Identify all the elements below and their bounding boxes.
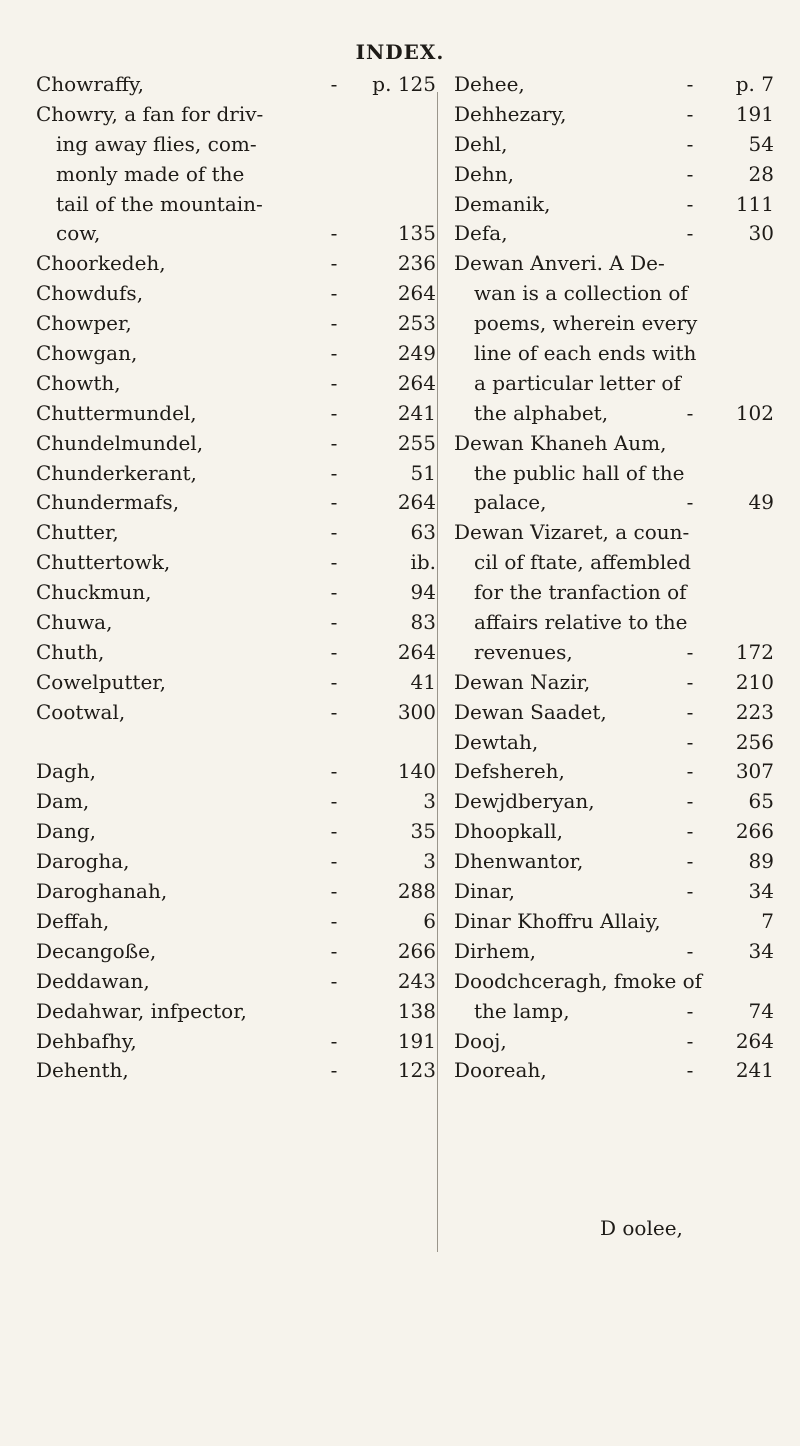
page-number: 264 (397, 281, 436, 306)
leader-dash: - (330, 460, 338, 485)
index-term: Chuttermundel, (36, 400, 197, 425)
page-number: 74 (748, 998, 774, 1023)
page-number: 300 (397, 699, 436, 724)
leader-dash: - (686, 72, 694, 96)
index-term: Dehbafhy, (36, 1028, 137, 1053)
page-number: 266 (735, 819, 774, 844)
index-entry (454, 251, 774, 281)
index-term: Decangoße, (36, 938, 157, 963)
index-term: affairs relative to the (474, 610, 688, 635)
page-number: 49 (748, 490, 774, 515)
index-entry (36, 700, 436, 730)
leader-dash: - (686, 879, 694, 904)
page-number: 138 (397, 998, 436, 1023)
index-term: Dedahwar, infpector, (36, 998, 247, 1023)
leader-dash: - (686, 161, 694, 186)
leader-dash: - (330, 311, 338, 336)
index-entry (36, 162, 436, 192)
leader-dash: - (330, 1058, 338, 1083)
index-entry (454, 939, 774, 969)
index-term: Chuttertowk, (36, 550, 171, 575)
leader-dash: - (330, 610, 338, 635)
index-entry (454, 490, 774, 520)
page-number: 243 (397, 968, 436, 993)
page-number: ib. (410, 550, 436, 575)
index-entry (454, 520, 774, 550)
index-term: Dewtah, (454, 729, 539, 754)
index-term: Dewan Anveri. A De- (454, 251, 665, 276)
page-number: p. 125 (372, 72, 436, 96)
index-entry (454, 461, 774, 491)
index-term: Dinar, (454, 879, 515, 904)
index-term: Dhoopkall, (454, 819, 563, 844)
page-number: 253 (397, 311, 436, 336)
page-number: 223 (735, 699, 774, 724)
index-entry (36, 341, 436, 371)
leader-dash: - (686, 490, 694, 515)
leader-dash: - (330, 1028, 338, 1053)
index-term: Dewan Saadet, (454, 699, 607, 724)
page-number: 102 (735, 400, 774, 425)
index-term: cil of ftate, affembled (474, 550, 691, 575)
index-term: Dewan Vizaret, a coun- (454, 520, 690, 545)
index-entry (454, 759, 774, 789)
index-term: ing away flies, com- (56, 131, 257, 156)
index-term: Dirhem, (454, 938, 537, 963)
index-entry (454, 969, 774, 999)
index-term: Chuckmun, (36, 580, 152, 605)
leader-dash: - (330, 341, 338, 366)
leader-dash: - (686, 759, 694, 784)
page-number: 172 (735, 639, 774, 664)
leader-dash: - (686, 1028, 694, 1053)
leader-dash: - (330, 520, 338, 545)
index-term: wan is a collection of (474, 281, 688, 306)
page-number: 6 (423, 908, 436, 933)
index-entry (36, 520, 436, 550)
index-entry (36, 969, 436, 999)
index-entry (36, 580, 436, 610)
index-term: the public hall of the (474, 460, 685, 485)
page-number: 111 (735, 191, 774, 216)
leader-dash: - (330, 968, 338, 993)
page-number: p. 7 (735, 72, 774, 96)
page-number: 241 (735, 1058, 774, 1083)
index-term: Deffah, (36, 908, 110, 933)
page-number: 7 (761, 908, 774, 933)
page-number: 54 (748, 131, 774, 156)
leader-dash: - (686, 669, 694, 694)
page-number: 249 (397, 341, 436, 366)
index-term: Dagh, (36, 759, 96, 784)
page-number: 288 (397, 879, 436, 904)
page-number: 191 (397, 1028, 436, 1053)
index-entry (36, 281, 436, 311)
page-number: 140 (397, 759, 436, 784)
page-number: 83 (410, 610, 436, 635)
page-number: 236 (397, 251, 436, 276)
index-entry (454, 789, 774, 819)
page-number: 65 (748, 789, 774, 814)
index-entry (36, 849, 436, 879)
page-number: 123 (397, 1058, 436, 1083)
leader-dash: - (686, 998, 694, 1023)
index-entry (454, 221, 774, 251)
index-entry (36, 490, 436, 520)
index-entry (36, 371, 436, 401)
leader-dash: - (686, 221, 694, 246)
index-entry (454, 192, 774, 222)
index-entry (36, 431, 436, 461)
index-term: Daroghanah, (36, 879, 168, 904)
page-number: 63 (410, 520, 436, 545)
leader-dash: - (330, 251, 338, 276)
page-number: 307 (735, 759, 774, 784)
page-number: 41 (410, 669, 436, 694)
page-number: 264 (397, 370, 436, 395)
index-entry (36, 999, 436, 1029)
index-term: Dewan Nazir, (454, 669, 591, 694)
index-term: Dehenth, (36, 1058, 129, 1083)
page-number: 89 (748, 849, 774, 874)
index-term: the alphabet, (474, 400, 609, 425)
index-term: a particular letter of (474, 370, 681, 395)
index-term: for the tranfaction of (474, 580, 687, 605)
page-number: 34 (748, 938, 774, 963)
index-entry (454, 819, 774, 849)
index-term: Dehee, (454, 72, 525, 96)
page-number: 266 (397, 938, 436, 963)
index-entry (454, 132, 774, 162)
index-entry (36, 909, 436, 939)
index-term: Dam, (36, 789, 90, 814)
index-entry (454, 431, 774, 461)
index-entry (36, 939, 436, 969)
index-entry (36, 401, 436, 431)
leader-dash: - (330, 639, 338, 664)
index-term: poems, wherein every (474, 311, 698, 336)
index-term: revenues, (474, 639, 573, 664)
page-number: 241 (397, 400, 436, 425)
leader-dash: - (686, 400, 694, 425)
leader-dash: - (330, 879, 338, 904)
index-term: Deddawan, (36, 968, 150, 993)
index-term: Dewjdberyan, (454, 789, 595, 814)
index-term: Choorkedeh, (36, 251, 166, 276)
page-number: 35 (410, 819, 436, 844)
index-entry (36, 311, 436, 341)
index-entry (454, 341, 774, 371)
index-entry (454, 401, 774, 431)
index-term: monly made of the (56, 161, 245, 186)
index-term: Demanik, (454, 191, 551, 216)
leader-dash: - (330, 759, 338, 784)
leader-dash: - (330, 908, 338, 933)
leader-dash: - (330, 669, 338, 694)
index-entry (36, 640, 436, 670)
index-entry (36, 1058, 436, 1088)
index-entry (454, 999, 774, 1029)
leader-dash: - (330, 699, 338, 724)
page-number: 34 (748, 879, 774, 904)
index-term: Chunderkerant, (36, 460, 197, 485)
index-entry (454, 730, 774, 760)
index-term: tail of the mountain- (56, 191, 263, 216)
index-term: Chowper, (36, 311, 132, 336)
index-entry (454, 281, 774, 311)
index-term: Dooj, (454, 1028, 507, 1053)
index-entry (454, 371, 774, 401)
index-entry (454, 879, 774, 909)
page-number: 3 (423, 789, 436, 814)
index-term: Chundelmundel, (36, 430, 204, 455)
index-column-left (36, 72, 436, 1088)
index-entry (454, 700, 774, 730)
index-term: Chowdufs, (36, 281, 144, 306)
index-term: Doodchceragh, fmoke of (454, 968, 703, 993)
index-entry (454, 849, 774, 879)
index-entry (36, 730, 436, 760)
page-number: 30 (748, 221, 774, 246)
column-divider (437, 92, 438, 1252)
index-entry (36, 461, 436, 491)
index-entry (36, 102, 436, 132)
index-entry (454, 72, 774, 102)
index-term: Chuwa, (36, 610, 113, 635)
index-entry (36, 221, 436, 251)
index-term: line of each ends with (474, 341, 697, 366)
index-term: Chowraffy, (36, 72, 145, 96)
leader-dash: - (686, 191, 694, 216)
index-term: palace, (474, 490, 547, 515)
leader-dash: - (686, 729, 694, 754)
leader-dash: - (330, 849, 338, 874)
index-term: Cowelputter, (36, 669, 167, 694)
leader-dash: - (686, 699, 694, 724)
page-number: 264 (397, 639, 436, 664)
page-number: 135 (397, 221, 436, 246)
leader-dash: - (686, 789, 694, 814)
index-term: the lamp, (474, 998, 570, 1023)
page-number: 264 (397, 490, 436, 515)
index-term: Defshereh, (454, 759, 565, 784)
index-entry (454, 640, 774, 670)
leader-dash: - (330, 819, 338, 844)
leader-dash: - (330, 430, 338, 455)
index-entry (454, 670, 774, 700)
leader-dash: - (330, 400, 338, 425)
index-term: Darogha, (36, 849, 130, 874)
leader-dash: - (686, 819, 694, 844)
index-entry (36, 879, 436, 909)
index-term: Cootwal, (36, 699, 126, 724)
index-entry (454, 102, 774, 132)
leader-dash: - (330, 370, 338, 395)
index-entry (454, 162, 774, 192)
index-entry (36, 610, 436, 640)
leader-dash: - (686, 849, 694, 874)
page-number: 94 (410, 580, 436, 605)
index-term: Dehl, (454, 131, 508, 156)
running-head: INDEX. (355, 40, 445, 64)
index-term: Dooreah, (454, 1058, 547, 1083)
index-entry (36, 550, 436, 580)
index-term: Chuth, (36, 639, 105, 664)
index-term: Defa, (454, 221, 508, 246)
index-entry (36, 251, 436, 281)
leader-dash: - (330, 221, 338, 246)
index-term: Chundermafs, (36, 490, 180, 515)
index-entry (36, 819, 436, 849)
index-entry (454, 610, 774, 640)
index-entry (36, 132, 436, 162)
leader-dash: - (686, 938, 694, 963)
leader-dash: - (330, 938, 338, 963)
leader-dash: - (330, 490, 338, 515)
index-term: Dehn, (454, 161, 514, 186)
page-number: 210 (735, 669, 774, 694)
page-number: 264 (735, 1028, 774, 1053)
index-term: cow, (56, 221, 101, 246)
page-number: 255 (397, 430, 436, 455)
leader-dash: - (330, 281, 338, 306)
leader-dash: - (330, 72, 338, 96)
index-entry (36, 670, 436, 700)
index-term: Chowgan, (36, 341, 138, 366)
index-entry (36, 72, 436, 102)
index-term: Dehhezary, (454, 101, 567, 126)
index-entry (454, 550, 774, 580)
page-number: 28 (748, 161, 774, 186)
leader-dash: - (686, 131, 694, 156)
index-column-right (454, 72, 774, 1088)
index-entry (454, 1058, 774, 1088)
page-number: 191 (735, 101, 774, 126)
index-term: Chowry, a fan for driv- (36, 101, 264, 126)
index-entry (36, 789, 436, 819)
leader-dash: - (686, 1058, 694, 1083)
index-term: Dang, (36, 819, 96, 844)
index-entry (36, 1029, 436, 1059)
index-entry (454, 1029, 774, 1059)
index-entry (454, 909, 774, 939)
index-entry (454, 311, 774, 341)
index-term: Dewan Khaneh Aum, (454, 430, 667, 455)
index-term: Dhenwantor, (454, 849, 584, 874)
index-term: Chutter, (36, 520, 119, 545)
index-term: Chowth, (36, 370, 121, 395)
leader-dash: - (686, 101, 694, 126)
index-entry (36, 192, 436, 222)
catchword: D oolee, (600, 1216, 683, 1240)
index-entry (36, 759, 436, 789)
leader-dash: - (686, 639, 694, 664)
leader-dash: - (330, 789, 338, 814)
leader-dash: - (330, 580, 338, 605)
page-number: 3 (423, 849, 436, 874)
index-term: Dinar Khoffru Allaiy, (454, 908, 661, 933)
page-number: 51 (410, 460, 436, 485)
leader-dash: - (330, 550, 338, 575)
index-entry (454, 580, 774, 610)
page-number: 256 (735, 729, 774, 754)
